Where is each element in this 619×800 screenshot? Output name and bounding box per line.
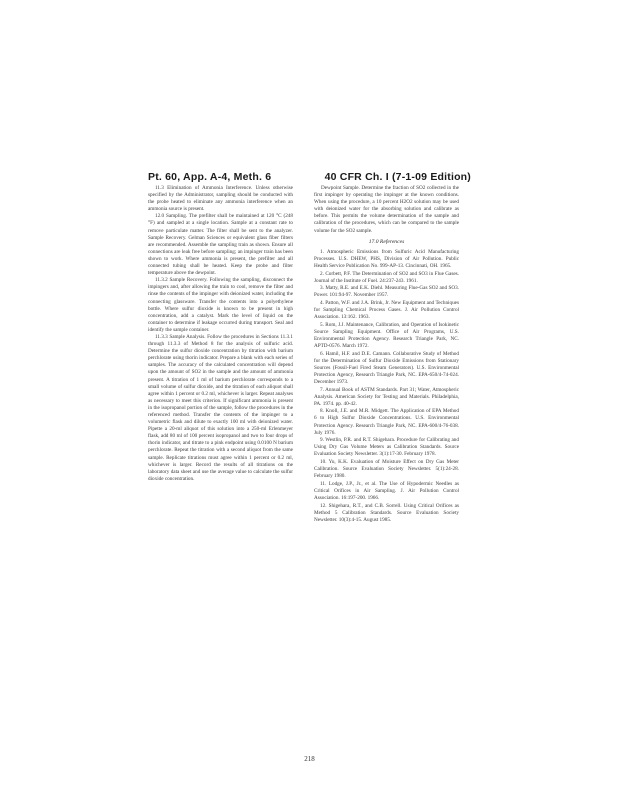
reference-item: 10. Yu, K.K. Evaluation of Moisture Effect on Dry Gas Meter Calibration. Source Evaluation Society Newsletter. 5(1):24-28. February 1980. <box>314 458 459 480</box>
reference-item: 8. Knoll, J.E. and M.R. Midgett. The Application of EPA Method 6 to High Sulfur Dioxide Concentrations. U.S. Environmental Protection Agency. Research Triangle Park, NC. EPA-600/4-76-038. July 1976. <box>314 408 459 436</box>
reference-item: 12. Shigehara, R.T., and C.B. Sorrell. Using Critical Orifices as Method 5 Calibration Standards. Source Evaluation Society Newsletter. 10(3):4-15. August 1985. <box>314 502 459 523</box>
reference-item: 5. Rom, J.J. Maintenance, Calibration, and Operation of Isokinetic Source Sampling Equipment. Office of Air Programs, U.S. Environmental Protection Agency. Research Triangle Park, NC. APTD-0576. March 1972. <box>314 321 459 349</box>
page-number: 218 <box>304 755 315 763</box>
reference-item: 3. Matty, R.E. and E.K. Diehl. Measuring Flue-Gas SO2 and SO3. Power. 101:94-97. November 1957. <box>314 285 459 299</box>
left-text-column <box>148 185 293 748</box>
reference-item: 2. Corbett, P.F. The Determination of SO2 and SO3 in Flue Gases. Journal of the Institute of Fuel. 24:237-243. 1961. <box>314 270 459 284</box>
paragraph: 11.3.3 Sample Analysis. Follow the procedures in Sections 11.3.1 through 11.3.3 of Method 8 for the analysis of sulfuric acid. Determine the sulfur dioxide concentration by titration with barium perchlorate using thorin indicator. Prepare a blank with each series of samples. The accuracy of the calculated concentration will depend upon the amount of SO2 in the sample and the amount of ammonia present. A titration of 1 ml of barium perchlorate corresponds to a small volume of sulfur dioxide, and the titration of each aliquot shall agree within 1 percent or 0.2 ml, whichever is larger. Repeat analyses as necessary to meet this criterion. If significant ammonia is present in the isopropanol portion of the sample, follow the procedures in the referenced method. Transfer the contents of the impinger to a volumetric flask and dilute to exactly 100 ml with deionized water. Pipette a 20-ml aliquot of this solution into a 250-ml Erlenmeyer flask, add 80 ml of 100 percent isopropanol and two to four drops of thorin indicator, and titrate to a pink endpoint using 0.0100 N barium perchlorate. Repeat the titration with a second aliquot from the same sample. Replicate titrations must agree within 1 percent or 0.2 ml, whichever is larger. Record the results of all titrations on the laboratory data sheet and use the average value to calculate the sulfur dioxide concentration. <box>148 333 293 482</box>
running-header-edition: 40 CFR Ch. I (7-1-09 Edition) <box>324 171 471 183</box>
right-text-column <box>314 185 459 730</box>
reference-item: 9. Westlin, P.R. and R.T. Shigehara. Procedure for Calibrating and Using Dry Gas Volume Meters as Calibration Standards. Source Evaluation Society Newsletter. 3(1):17-30. February 1978. <box>314 437 459 458</box>
reference-item: 1. Atmospheric Emissions from Sulfuric Acid Manufacturing Processes. U.S. DHEW, PHS, Division of Air Pollution. Public Health Service Publication No. 999-AP-13. Cincinnati, OH. 1965. <box>314 248 459 269</box>
references-heading: 17.0 References <box>368 238 405 245</box>
reference-item: 4. Patton, W.F. and J.A. Brink, Jr. New Equipment and Techniques for Sampling Chemical Process Gases. J. Air Pollution Control Association. 13:162. 1963. <box>314 299 459 321</box>
reference-item: 11. Lodge, J.P., Jr., et al. The Use of Hypodermic Needles as Critical Orifices in Air Sampling. J. Air Pollution Control Association. 16:197-200. 1966. <box>314 480 459 501</box>
paragraph: Dewpoint Sample. Determine the fraction of SO2 collected in the first impinger by operating the impinger at the known conditions. When using the procedure, a 10 percent H2O2 solution may be used with deionized water for the absorbing solution and calibrate as before. This permits the volume determination of the sample and calibration of the procedures, which can be compared to the sample volume for the SO2 sample. <box>314 185 459 234</box>
reference-item: 7. Annual Book of ASTM Standards. Part 31; Water, Atmospheric Analysis. American Society for Testing and Materials. Philadelphia, PA. 1974. pp. 40-42. <box>314 386 459 407</box>
running-header-part: Pt. 60, App. A-4, Meth. 6 <box>148 171 272 183</box>
paragraph: 11.3 Elimination of Ammonia Interference. Unless otherwise specified by the Administrator, sampling should be conducted with the probe heated to eliminate any ammonia interference when an ammonia source is present. <box>148 185 293 213</box>
reference-item: 6. Hamil, H.F. and D.E. Camann. Collaborative Study of Method for the Determination of Sulfur Dioxide Emissions from Stationary Sources (Fossil-Fuel Fired Steam Generators). U.S. Environmental Protection Agency, Research Triangle Park, NC. EPA-650/4-74-024. December 1973. <box>314 350 459 385</box>
paragraph: 12.0 Sampling. The prefilter shall be maintained at 120 °C (248 °F) and sampled at a single location. Sample at a constant rate to remove particulate matter. The filter shall be sent to the analyzer. Sample Recovery. Gelman Sciences or equivalent glass fiber filters are recommended. Assemble the sampling train as shown. Ensure all connections are leak free before sampling; an impinger train has been shown to work. Where ammonia is present, the prefilter and all connected tubing shall be heated. Keep the probe and filter temperature above the dewpoint. <box>148 213 293 277</box>
paragraph: 11.3.2 Sample Recovery. Following the sampling, disconnect the impingers and, after allowing the train to cool, remove the filter and rinse the contents of the impinger with deionized water, including the connecting glassware. Transfer the contents into a polyethylene bottle. Where sulfur dioxide is known to be present in high concentration, add a catalyst. Mark the level of liquid on the container to determine if leakage occurred during transport. Seal and identify the sample container. <box>148 277 293 333</box>
